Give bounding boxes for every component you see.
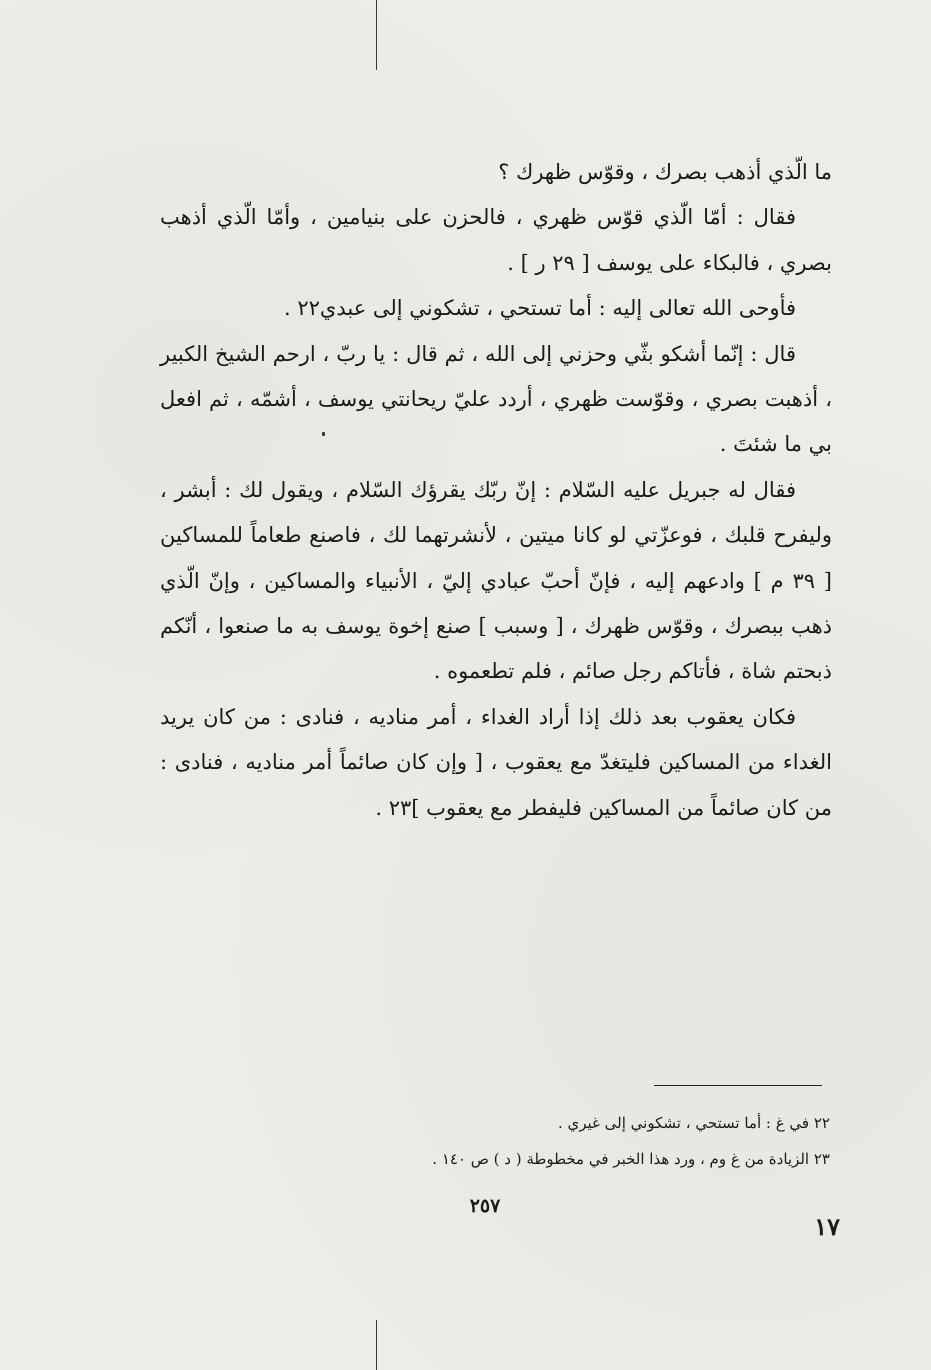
- paragraph-2: فقال : أمّا الّذي قوّس ظهري ، فالحزن على بنيامين ، وأمّا الّذي أذهب بصري ، فالبكاء على يوسف [ ٢٩ ر ] .: [160, 205, 832, 275]
- footnote-separator: [654, 1085, 822, 1086]
- paragraph-3: فأوحى الله تعالى إليه : أما تستحي ، تشكوني إلى عبدي٢٢ .: [283, 296, 796, 321]
- footnote-22: ٢٢ في غ : أما تستحي ، تشكوني إلى غيري .: [557, 1114, 830, 1132]
- paragraph-6: فكان يعقوب بعد ذلك إذا أراد الغداء ، أمر مناديه ، فنادى : من كان يريد الغداء من المساكين فليتغدّ مع يعقوب ، [ وإن كان صائماً أمر مناديه ، فنادى : من كان صائماً من المساكين فليفطر مع يعقوب ]٢٣ .: [160, 704, 832, 820]
- stray-ink-mark: [322, 432, 325, 436]
- body-text: [160, 150, 832, 831]
- paragraph-4: قال : إنّما أشكو بثّي وحزني إلى الله ، ثم قال : يا ربّ ، ارحم الشيخ الكبير ، أذهبت بصري ، وقوّست ظهري ، أردد عليّ ريحانتي يوسف ، أشمّه ، ثم افعل بي ما شئتَ .: [160, 341, 832, 457]
- footnotes: [300, 1105, 830, 1177]
- page-number: ٢٥٧: [469, 1195, 501, 1217]
- paragraph-1: ما الّذي أذهب بصرك ، وقوّس ظهرك ؟: [498, 160, 832, 184]
- paragraph-5: فقال له جبريل عليه السّلام : إنّ ربّك يقرؤك السّلام ، ويقول لك : أبشر ، وليفرح قلبك ، فوعزّتي لو كانا ميتين ، لأنشرتهما لك ، فاصنع طعاماً للمساكين [ ٣٩ م ] وادعهم إليه ، فإنّ أحبّ عبادي إليّ ، الأنبياء والمساكين ، وإنّ الّذي ذهب ببصرك ، وقوّس ظهرك ، [ وسبب ] صنع إخوة يوسف به ما صنعوا ، أنّكم ذبحتم شاة ، فأتاكم رجل صائم ، فلم تطعموه .: [160, 477, 832, 684]
- footnote-23: ٢٣ الزيادة من غ وم ، ورد هذا الخبر في مخطوطة ( د ) ص ١٤٠ .: [432, 1150, 830, 1168]
- binding-line-top: [376, 0, 377, 70]
- binding-line-bottom: [376, 1320, 377, 1370]
- signature-mark: ١٧: [814, 1212, 840, 1241]
